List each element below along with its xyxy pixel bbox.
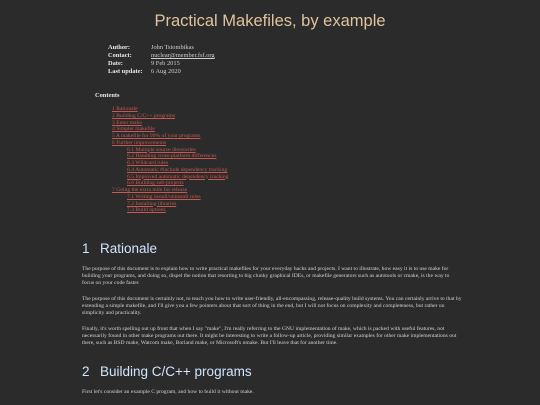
toc-sublink[interactable]: 6.2 Handling cross-platform differences (127, 153, 217, 160)
section-heading-rationale (82, 241, 157, 256)
toc-sublink[interactable]: 7.2 Installing libraries (127, 200, 177, 207)
meta-last-update-value: 6 Aug 2020 (151, 68, 181, 76)
section-title: Rationale (100, 241, 158, 256)
document-metadata (108, 44, 215, 76)
section-number: 2 (82, 364, 90, 379)
toc-sublink[interactable]: 7.3 Build options (127, 207, 166, 214)
toc-sublink[interactable]: 6.3 Wildcard rules (127, 160, 169, 166)
section-title: Building C/C++ programs (100, 364, 252, 379)
paragraph: First let's consider an example C program, and how to build it without make. (82, 389, 254, 395)
toc-sublink[interactable]: 6.4 Automatic #include dependency tracking (127, 166, 228, 173)
meta-contact-label: Contact: (108, 52, 132, 60)
toc-sublink[interactable]: 6.5 Improved automatic dependency tracking (127, 173, 229, 180)
meta-author-value: John Tsiombikas (151, 44, 194, 51)
page-title: Practical Makefiles, by example (154, 12, 386, 30)
meta-author-label: Author: (108, 44, 131, 51)
toc-link[interactable]: 1 Rationale (112, 106, 138, 112)
paragraph: Finally, it's worth spelling out up front that when I say "make", I'm really referring to the GNU implementation of make, which is packed with useful features, not necessarily found in other make programs out there. It might be interesting to write a follow-up article, providing similar examples for other make implementations out there, such as BSD make, Watcom make, Borland make, or Microsoft's nmake. But I'll leave that for another time. (82, 326, 457, 347)
meta-date-value: 9 Feb 2015 (151, 60, 180, 68)
contact-email-link[interactable]: nuclear@member.fsf.org (151, 52, 215, 60)
meta-contact-row (108, 52, 215, 60)
section-number: 1 (82, 241, 90, 256)
section-heading-building (82, 364, 252, 379)
toc-sublink[interactable]: 6.6 Building sub-projects (127, 180, 184, 187)
meta-date-row (108, 60, 215, 68)
toc-link[interactable]: 7 Going the extra mile for release (112, 187, 188, 193)
toc-sublink[interactable]: 7.1 Writing install/uninstall rules (127, 193, 201, 200)
meta-author-row (108, 44, 215, 52)
contents-heading: Contents (95, 92, 120, 99)
meta-last-update-row (108, 68, 215, 76)
toc-sublink[interactable]: 6.1 Multiple source directories (127, 146, 196, 153)
paragraph: The purpose of this document is to explain how to write practical makefiles for your everyday hacks and projects. I want to illustrate, how easy it is to use make for building your programs, and doing so, dispel the notion that resorting to big clunky graphical IDEs, or makefile generators such as autotools or cmake, is the way to focus on your code faster. (82, 266, 450, 287)
paragraph: The purpose of this document is certainly not, to teach you how to write user-friendly, all-encompassing, release-quality build systems. You can certainly arrive to that by extending a simple makefile, and I'll give you a few pointers about that sort of thing in the end, but I will not focus on complexity and completeness, but rather on simplicity and practicality. (82, 296, 462, 317)
meta-date-label: Date: (108, 60, 123, 68)
toc-link[interactable]: 6 Further improvements (112, 139, 167, 146)
meta-last-update-label: Last update: (108, 68, 143, 76)
toc-link[interactable]: 3 Enter make (112, 119, 142, 126)
toc-link[interactable]: 4 Simpler makefile (112, 126, 155, 133)
toc-link[interactable]: 2 Building C/C++ programs (112, 112, 176, 119)
toc-link[interactable]: 5 A makefile for 99% of your programs (112, 133, 201, 139)
